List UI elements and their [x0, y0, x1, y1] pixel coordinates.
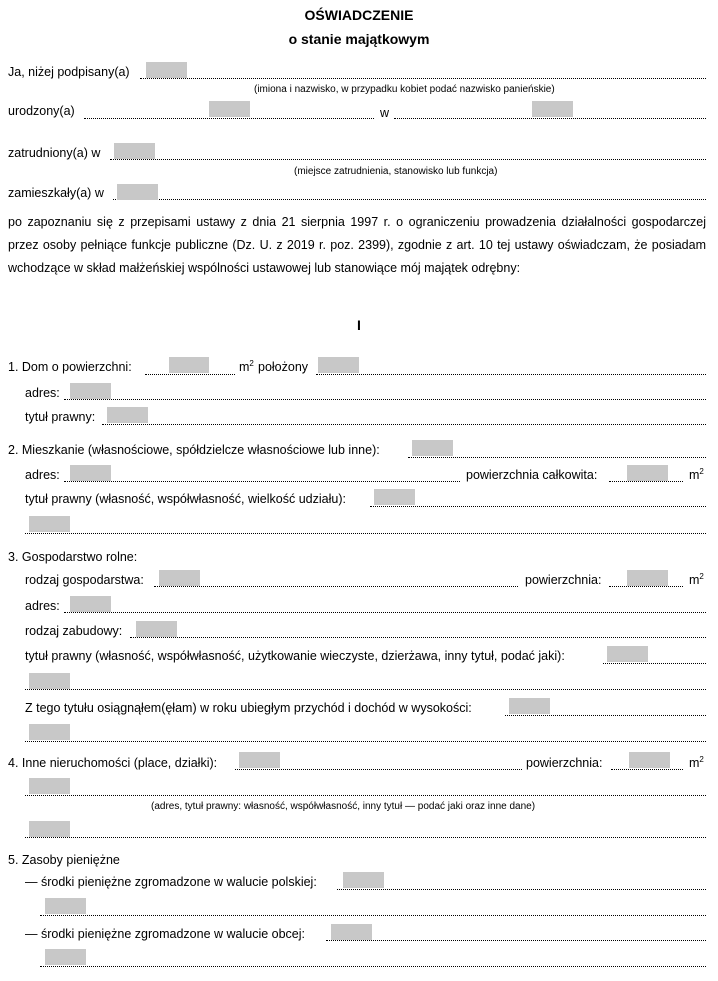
other-field[interactable]	[239, 752, 280, 768]
money-pln-extra-dotted-line	[40, 915, 706, 916]
resident-label: zamieszkały(a) w	[8, 186, 104, 200]
money-foreign-extra-dotted-line	[40, 966, 706, 967]
other-extra2-dotted-line	[25, 837, 706, 838]
signed-label: Ja, niżej podpisany(a)	[8, 65, 130, 79]
money-pln-dotted-line	[337, 889, 706, 890]
flat-type-field[interactable]	[412, 440, 453, 456]
farm-title-dotted-line	[603, 663, 706, 664]
money-pln-field[interactable]	[343, 872, 384, 888]
farm-address-label: adres:	[25, 599, 60, 613]
house-label: 1. Dom o powierzchni:	[8, 360, 132, 374]
farm-type-dotted-line	[154, 586, 518, 587]
house-title-label: tytuł prawny:	[25, 410, 96, 424]
farm-income-extra-field[interactable]	[29, 724, 70, 740]
house-address-label: adres:	[25, 386, 60, 400]
farm-type-label: rodzaj gospodarstwa:	[25, 573, 144, 587]
farm-address-field[interactable]	[70, 596, 111, 612]
farm-buildings-field[interactable]	[136, 621, 177, 637]
house-location-dotted-line	[316, 374, 706, 375]
farm-income-field[interactable]	[509, 698, 550, 714]
employed-hint: (miejsce zatrudnienia, stanowisko lub funkcja)	[294, 166, 498, 177]
other-extra-field[interactable]	[29, 778, 70, 794]
house-title-field[interactable]	[107, 407, 148, 423]
declaration-paragraph: po zapoznaniu się z przepisami ustawy z dnia 21 sierpnia 1997 r. o ograniczeniu prowadzenia działalności gospodarczej przez osoby pełniące funkcje publiczne (Dz. U. z 2019 r. poz. 2399), zgodnie z art. 10 tej ustawy oświadczam, że posiadam wchodzące w skład małżeńskiej wspólności ustawowej lub stanowiące mój majątek odrębny:	[8, 215, 706, 275]
other-area-label: powierzchnia:	[526, 756, 603, 770]
farm-address-dotted-line	[64, 612, 706, 613]
flat-area-field[interactable]	[627, 465, 668, 481]
born-label: urodzony(a)	[8, 104, 75, 118]
money-foreign-extra-field[interactable]	[45, 949, 86, 965]
flat-address-dotted-line	[64, 481, 460, 482]
house-area-unit: $m^2$	[239, 359, 254, 374]
money-pln-label: — środki pieniężne zgromadzone w walucie polskiej:	[25, 875, 317, 889]
farm-area-field[interactable]	[627, 570, 668, 586]
house-area-field[interactable]	[169, 357, 209, 373]
flat-type-dotted-line	[408, 457, 706, 458]
flat-address-field[interactable]	[70, 465, 111, 481]
resident-field[interactable]	[117, 184, 158, 200]
other-label: 4. Inne nieruchomości (place, działki):	[8, 756, 218, 770]
money-label: 5. Zasoby pieniężne	[8, 853, 120, 867]
resident-dotted-line	[113, 199, 706, 200]
farm-area-label: powierzchnia:	[525, 573, 602, 587]
farm-type-field[interactable]	[159, 570, 200, 586]
money-foreign-dotted-line	[326, 940, 706, 941]
flat-title-dotted-line	[370, 506, 706, 507]
other-extra2-field[interactable]	[29, 821, 70, 837]
house-title-dotted-line	[102, 424, 706, 425]
flat-label: 2. Mieszkanie (własnościowe, spółdzielcze własnościowe lub inne):	[8, 443, 380, 457]
farm-title-field[interactable]	[607, 646, 648, 662]
employed-label: zatrudniony(a) w	[8, 146, 101, 160]
flat-extra-field[interactable]	[29, 516, 70, 532]
money-pln-extra-field[interactable]	[45, 898, 86, 914]
other-hint: (adres, tytuł prawny: własność, współwłasność, inny tytuł — podać jaki oraz inne dane)	[151, 801, 536, 812]
born-date-dotted-line	[84, 118, 374, 119]
house-address-field[interactable]	[70, 383, 111, 399]
farm-title-extra-dotted-line	[25, 689, 706, 690]
section-heading: I	[357, 317, 361, 333]
flat-area-unit: $m^2$	[689, 467, 704, 482]
money-foreign-field[interactable]	[331, 924, 372, 940]
document-subtitle: o stanie majątkowym	[288, 31, 430, 47]
flat-area-label: powierzchnia całkowita:	[466, 468, 598, 482]
employed-dotted-line	[110, 159, 706, 160]
house-address-dotted-line	[64, 399, 706, 400]
farm-area-unit: $m^2$	[689, 572, 704, 587]
other-extra-dotted-line	[25, 795, 706, 796]
born-place-dotted-line	[394, 118, 706, 119]
house-location-field[interactable]	[318, 357, 359, 373]
born-place-field[interactable]	[532, 101, 573, 117]
flat-extra-dotted-line	[25, 533, 706, 534]
farm-buildings-label: rodzaj zabudowy:	[25, 624, 123, 638]
farm-income-extra-dotted-line	[25, 741, 706, 742]
born-date-field[interactable]	[209, 101, 250, 117]
farm-area-dotted-line	[609, 586, 683, 587]
flat-area-dotted-line	[609, 481, 683, 482]
farm-title-label: tytuł prawny (własność, współwłasność, użytkowanie wieczyste, dzierżawa, inny tytuł, podać jaki):	[25, 649, 565, 663]
farm-buildings-dotted-line	[130, 637, 706, 638]
other-area-dotted-line	[611, 769, 683, 770]
signed-hint: (imiona i nazwisko, w przypadku kobiet podać nazwisko panieńskie)	[254, 84, 555, 95]
other-dotted-line	[235, 769, 522, 770]
signed-dotted-line	[140, 78, 706, 79]
signed-name-field[interactable]	[146, 62, 187, 78]
other-area-unit: $m^2$	[689, 755, 704, 770]
farm-title-extra-field[interactable]	[29, 673, 70, 689]
document-title: OŚWIADCZENIE	[304, 7, 414, 23]
farm-income-label: Z tego tytułu osiągnąłem(ęłam) w roku ubiegłym przychód i dochód w wysokości:	[25, 701, 472, 715]
house-located-label: położony	[258, 360, 309, 374]
flat-title-field[interactable]	[374, 489, 415, 505]
flat-title-label: tytuł prawny (własność, współwłasność, wielkość udziału):	[25, 492, 346, 506]
born-in-label: w	[380, 106, 390, 120]
farm-label: 3. Gospodarstwo rolne:	[8, 550, 138, 564]
house-area-dotted-line	[145, 374, 235, 375]
other-area-field[interactable]	[629, 752, 670, 768]
money-foreign-label: — środki pieniężne zgromadzone w walucie obcej:	[25, 927, 306, 941]
farm-income-dotted-line	[505, 715, 706, 716]
employed-field[interactable]	[114, 143, 155, 159]
flat-address-label: adres:	[25, 468, 60, 482]
